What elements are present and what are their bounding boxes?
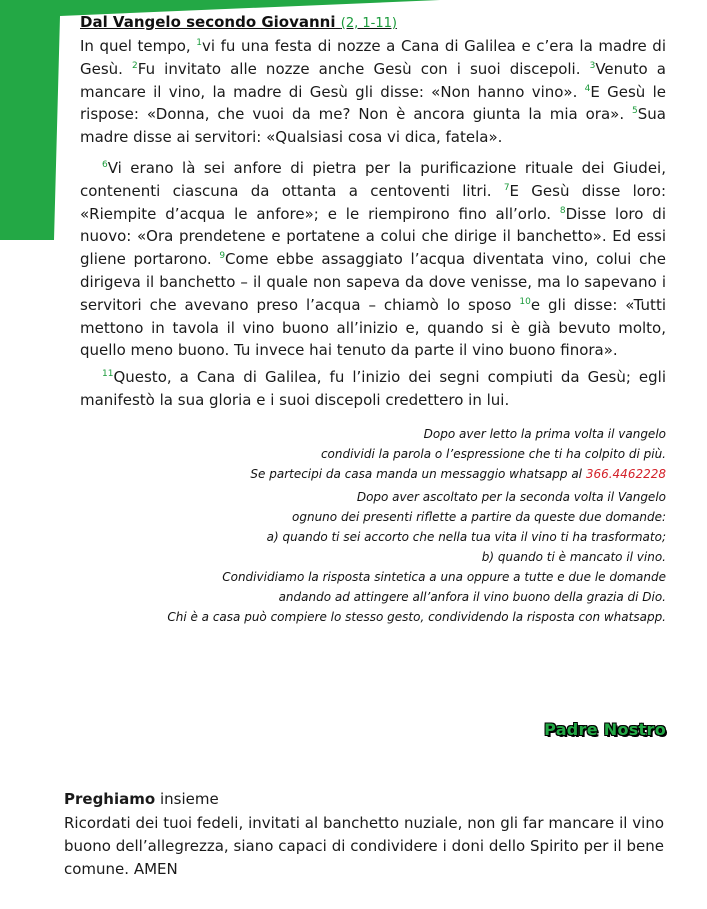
padre-nostro-title: Padre Nostro <box>544 720 666 739</box>
whatsapp-line <box>80 464 666 484</box>
closing-heading-bold: Preghiamo <box>64 790 156 808</box>
instructions <box>80 424 666 627</box>
gospel-paragraph <box>80 366 666 412</box>
closing-heading-rest: insieme <box>155 790 219 808</box>
gospel-title-text: Dal Vangelo secondo Giovanni <box>80 13 336 31</box>
verse-text: Questo, a Cana di Galilea, fu l’inizio dei segni compiuti da Gesù; egli manifestò la sua gloria e i suoi discepoli credettero in lui. <box>80 368 666 409</box>
verse-text: E Gesù le rispose: «Donna, che vuoi da me? Non è ancora giunta la mia ora». <box>80 82 666 124</box>
instruction-line: ognuno dei presenti riflette a partire da queste due domande: <box>292 509 666 524</box>
verse-number: 8 <box>559 205 566 216</box>
gospel-reference: (2, 1-11) <box>340 16 397 31</box>
instruction-line: condividi la parola o l’espressione che ti ha colpito di più. <box>320 446 666 461</box>
instruction-line: Condividiamo la risposta sintetica a una oppure a tutte e due le domande <box>222 569 666 584</box>
instruction-line: Dopo aver ascoltato per la seconda volta il Vangelo <box>356 489 666 504</box>
verse-text: Sua madre disse ai servitori: «Qualsiasi cosa vi dica, fatela». <box>80 105 666 147</box>
whatsapp-phone-number: 366.4462228 <box>585 466 666 481</box>
instruction-line: Dopo aver letto la prima volta il vangelo <box>423 426 666 441</box>
instruction-line: andando ad attingere all’anfora il vino buono della grazia di Dio. <box>278 589 666 604</box>
verse-number: 3 <box>589 60 596 71</box>
verse-number: 2 <box>132 60 138 71</box>
page-content <box>80 12 667 739</box>
verse-number: 5 <box>632 106 638 117</box>
verse-number: 7 <box>503 182 510 193</box>
whatsapp-text: Se partecipi da casa manda un messaggio whatsapp al <box>250 466 586 481</box>
verse-text: Fu invitato alle nozze anche Gesù con i suoi discepoli. <box>137 59 590 78</box>
verse-text: Venuto a mancare il vino, la madre di Gesù gli disse: «Non hanno vino». <box>80 59 667 101</box>
instruction-line: Chi è a casa può compiere lo stesso gesto, condividendo la risposta con whatsapp. <box>167 609 666 624</box>
verse-text: vi fu una festa di nozze a Cana di Galilea e c’era la madre di Gesù. <box>80 37 666 78</box>
closing-prayer <box>64 788 664 881</box>
question-a: a) quando ti sei accorto che nella tua vita il vino ti ha trasformato; <box>266 529 666 544</box>
closing-heading <box>64 788 664 810</box>
verse-text: e gli disse: «Tutti mettono in tavola il vino buono all’inizio e, quando si è già bevuto molto, quello meno buono. Tu invece hai tenuto da parte il vino buono finora». <box>80 295 666 360</box>
verse-number: 1 <box>196 38 202 48</box>
verse-text: E Gesù disse loro: «Riempite d’acqua le anfore»; e le riempirono fino all’orlo. <box>80 181 666 223</box>
verse-number: 4 <box>584 83 591 94</box>
gospel-title <box>80 12 666 34</box>
gospel-paragraph <box>80 35 666 149</box>
verse-text: Come ebbe assaggiato l’acqua diventata vino, colui che dirigeva il banchetto – il quale non sapeva da dove venisse, ma lo sapevano i servitori che avevano preso l’acqua – chiamò lo sposo <box>80 250 666 314</box>
verse-text: Vi erano là sei anfore di pietra per la purificazione rituale dei Giudei, contenenti ciascuna da ottanta a centoventi litri. <box>80 158 666 200</box>
verse-number: 10 <box>519 296 531 307</box>
closing-prayer-text: Ricordati dei tuoi fedeli, invitati al banchetto nuziale, non gli far mancare il vino buono dell’allegrezza, siano capaci di condividere i doni dello Spirito per il bene comune. AMEN <box>64 814 664 878</box>
verse-number: 9 <box>219 251 226 262</box>
verse-text: Disse loro di nuovo: «Ora prendetene e portatene a colui che dirige il banchetto». Ed essi gliene portarono. <box>80 204 666 269</box>
verse-number: 11 <box>102 369 114 380</box>
gospel-paragraph <box>80 157 666 362</box>
verse-text: In quel tempo, <box>80 37 197 55</box>
verse-number: 6 <box>102 159 108 170</box>
question-b: b) quando ti è mancato il vino. <box>481 549 666 564</box>
gospel-text <box>80 35 666 412</box>
